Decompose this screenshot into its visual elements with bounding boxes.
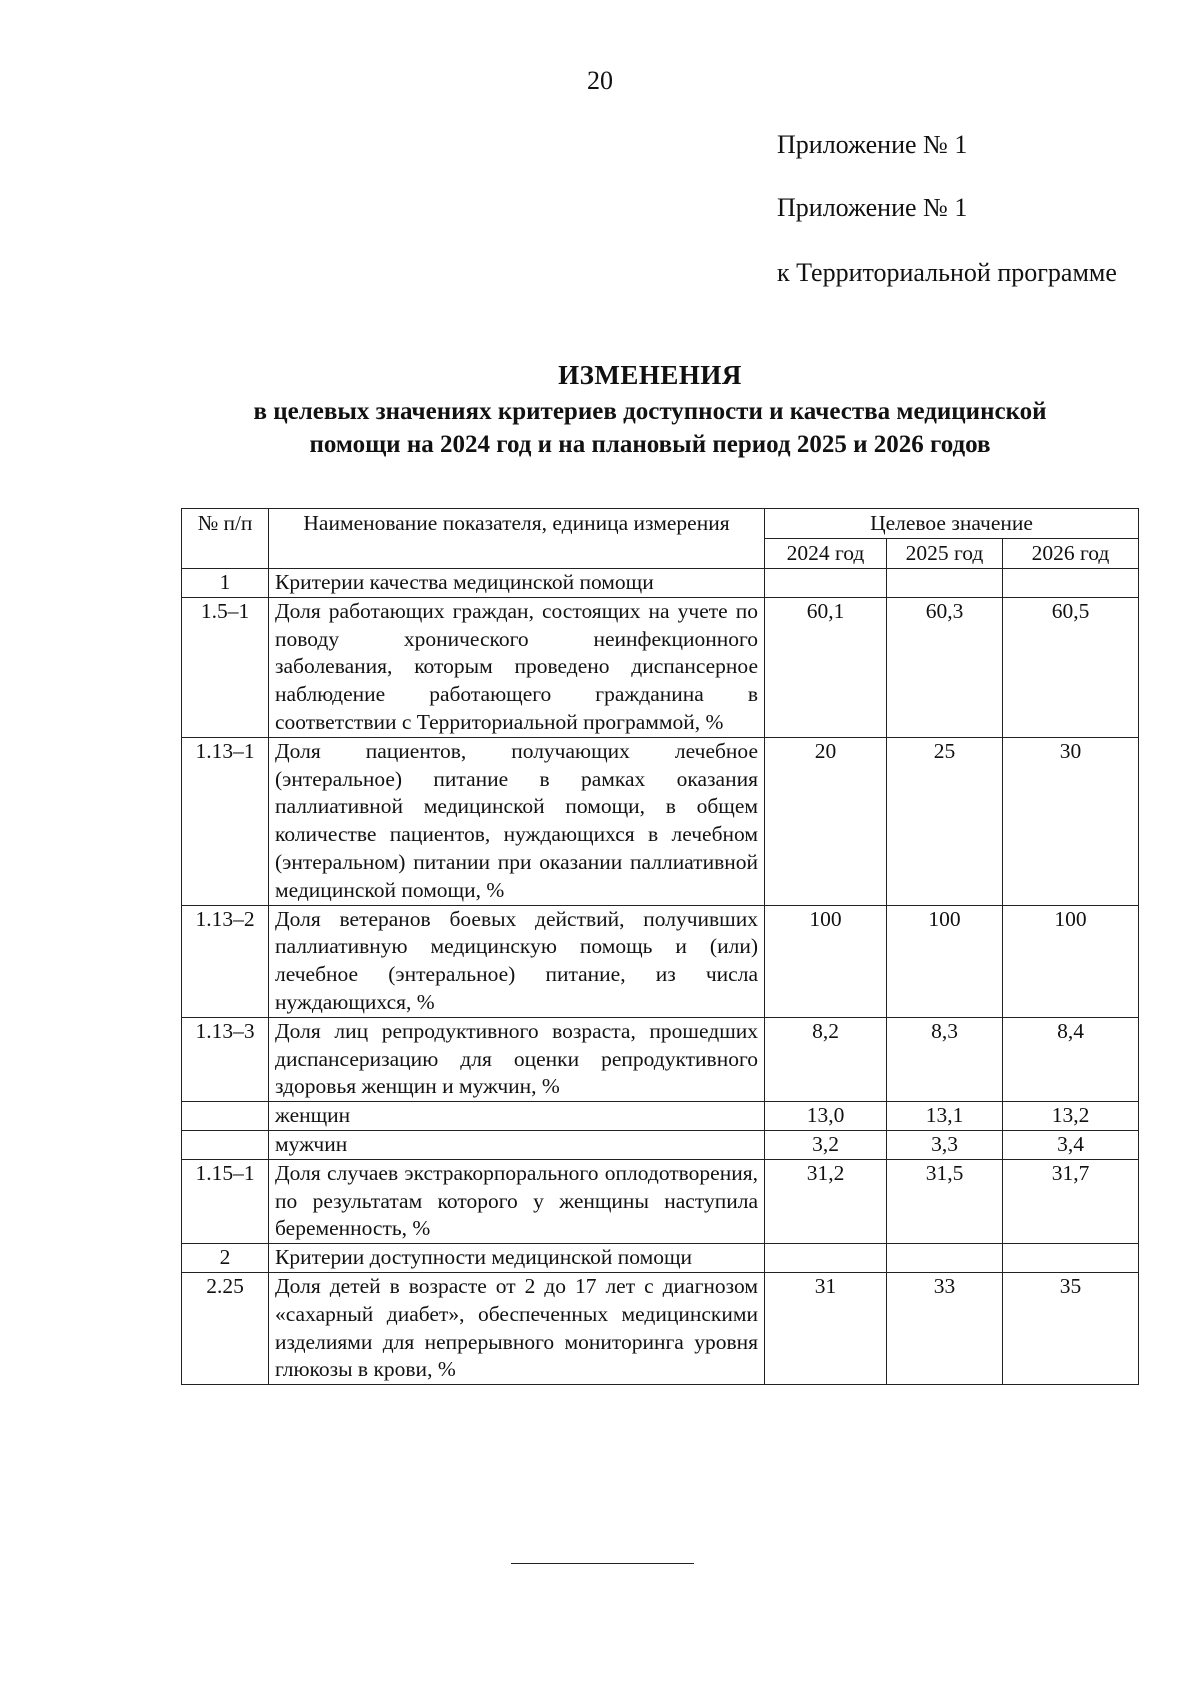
row-value-2025: 3,3 bbox=[887, 1130, 1003, 1159]
row-name: мужчин bbox=[269, 1130, 765, 1159]
row-value-2024 bbox=[765, 569, 887, 598]
table-row bbox=[182, 905, 1139, 1017]
row-num: 2.25 bbox=[182, 1272, 269, 1384]
row-value-2026: 13,2 bbox=[1003, 1102, 1139, 1131]
row-name: Критерии качества медицинской помощи bbox=[269, 569, 765, 598]
row-name: Доля лиц репродуктивного возраста, прошедших диспансеризацию для оценки репродуктивного здоровья женщин и мужчин, % bbox=[269, 1017, 765, 1101]
row-value-2024: 3,2 bbox=[765, 1130, 887, 1159]
row-num: 1.5–1 bbox=[182, 597, 269, 737]
row-value-2024: 31 bbox=[765, 1272, 887, 1384]
header-year-2026: 2026 год bbox=[1003, 539, 1139, 569]
appendix-line-3: к Территориальной программе bbox=[777, 258, 1117, 287]
row-value-2026: 8,4 bbox=[1003, 1017, 1139, 1101]
row-name: Доля ветеранов боевых действий, получивших паллиативную медицинскую помощь и (или) лечебное (энтеральное) питание, из числа нуждающихся, % bbox=[269, 905, 765, 1017]
row-num: 1.13–3 bbox=[182, 1017, 269, 1101]
table-row bbox=[182, 569, 1139, 598]
table-row bbox=[182, 1130, 1139, 1159]
row-value-2026 bbox=[1003, 569, 1139, 598]
page-number: 20 bbox=[587, 66, 613, 95]
row-value-2026: 3,4 bbox=[1003, 1130, 1139, 1159]
row-num: 2 bbox=[182, 1244, 269, 1273]
row-name: Критерии доступности медицинской помощи bbox=[269, 1244, 765, 1273]
table-header-row bbox=[182, 509, 1139, 539]
row-value-2025: 25 bbox=[887, 737, 1003, 905]
header-year-2025: 2025 год bbox=[887, 539, 1003, 569]
document-title: ИЗМЕНЕНИЯ bbox=[558, 360, 742, 390]
row-num: 1.15–1 bbox=[182, 1159, 269, 1243]
criteria-table bbox=[181, 508, 1139, 1385]
row-num bbox=[182, 1102, 269, 1131]
row-value-2025: 100 bbox=[887, 905, 1003, 1017]
row-value-2025 bbox=[887, 1244, 1003, 1273]
row-value-2024: 20 bbox=[765, 737, 887, 905]
row-name: женщин bbox=[269, 1102, 765, 1131]
row-num bbox=[182, 1130, 269, 1159]
row-name: Доля случаев экстракорпорального оплодотворения, по результатам которого у женщины наступила беременность, % bbox=[269, 1159, 765, 1243]
row-value-2026: 100 bbox=[1003, 905, 1139, 1017]
row-value-2025: 31,5 bbox=[887, 1159, 1003, 1243]
row-value-2024: 100 bbox=[765, 905, 887, 1017]
row-name: Доля пациентов, получающих лечебное (энтеральное) питание в рамках оказания паллиативной медицинской помощи, в общем количестве пациентов, нуждающихся в лечебном (энтеральном) питании при оказании паллиативной медицинской помощи, % bbox=[269, 737, 765, 905]
row-value-2024: 8,2 bbox=[765, 1017, 887, 1101]
row-num: 1.13–2 bbox=[182, 905, 269, 1017]
row-value-2025 bbox=[887, 569, 1003, 598]
row-value-2024: 60,1 bbox=[765, 597, 887, 737]
row-value-2024 bbox=[765, 1244, 887, 1273]
header-year-2024: 2024 год bbox=[765, 539, 887, 569]
row-num: 1 bbox=[182, 569, 269, 598]
header-num: № п/п bbox=[182, 509, 269, 569]
appendix-line-2: Приложение № 1 bbox=[777, 193, 968, 222]
table-row bbox=[182, 737, 1139, 905]
row-value-2025: 13,1 bbox=[887, 1102, 1003, 1131]
row-value-2026: 30 bbox=[1003, 737, 1139, 905]
table-row bbox=[182, 1102, 1139, 1131]
table-row bbox=[182, 1017, 1139, 1101]
document-subtitle-line-2: помощи на 2024 год и на плановый период 2025 и 2026 годов bbox=[309, 431, 991, 458]
document-subtitle-line-1: в целевых значениях критериев доступности и качества медицинской bbox=[253, 398, 1047, 425]
table-row bbox=[182, 1272, 1139, 1384]
header-name: Наименование показателя, единица измерения bbox=[269, 509, 765, 569]
row-name: Доля работающих граждан, состоящих на учете по поводу хронического неинфекционного заболевания, которым проведено диспансерное наблюдение работающего гражданина в соответствии с Территориальной программой, % bbox=[269, 597, 765, 737]
table-row bbox=[182, 1159, 1139, 1243]
row-num: 1.13–1 bbox=[182, 737, 269, 905]
table-row bbox=[182, 1244, 1139, 1273]
header-target-value: Целевое значение bbox=[765, 509, 1139, 539]
row-value-2026: 31,7 bbox=[1003, 1159, 1139, 1243]
row-value-2024: 31,2 bbox=[765, 1159, 887, 1243]
row-value-2024: 13,0 bbox=[765, 1102, 887, 1131]
row-value-2026 bbox=[1003, 1244, 1139, 1273]
row-value-2026: 35 bbox=[1003, 1272, 1139, 1384]
row-value-2025: 60,3 bbox=[887, 597, 1003, 737]
footer-divider bbox=[511, 1563, 694, 1564]
row-name: Доля детей в возрасте от 2 до 17 лет с диагнозом «сахарный диабет», обеспеченных медицинскими изделиями для непрерывного мониторинга уровня глюкозы в крови, % bbox=[269, 1272, 765, 1384]
appendix-line-1: Приложение № 1 bbox=[777, 130, 968, 159]
table-row bbox=[182, 597, 1139, 737]
row-value-2025: 33 bbox=[887, 1272, 1003, 1384]
row-value-2026: 60,5 bbox=[1003, 597, 1139, 737]
row-value-2025: 8,3 bbox=[887, 1017, 1003, 1101]
